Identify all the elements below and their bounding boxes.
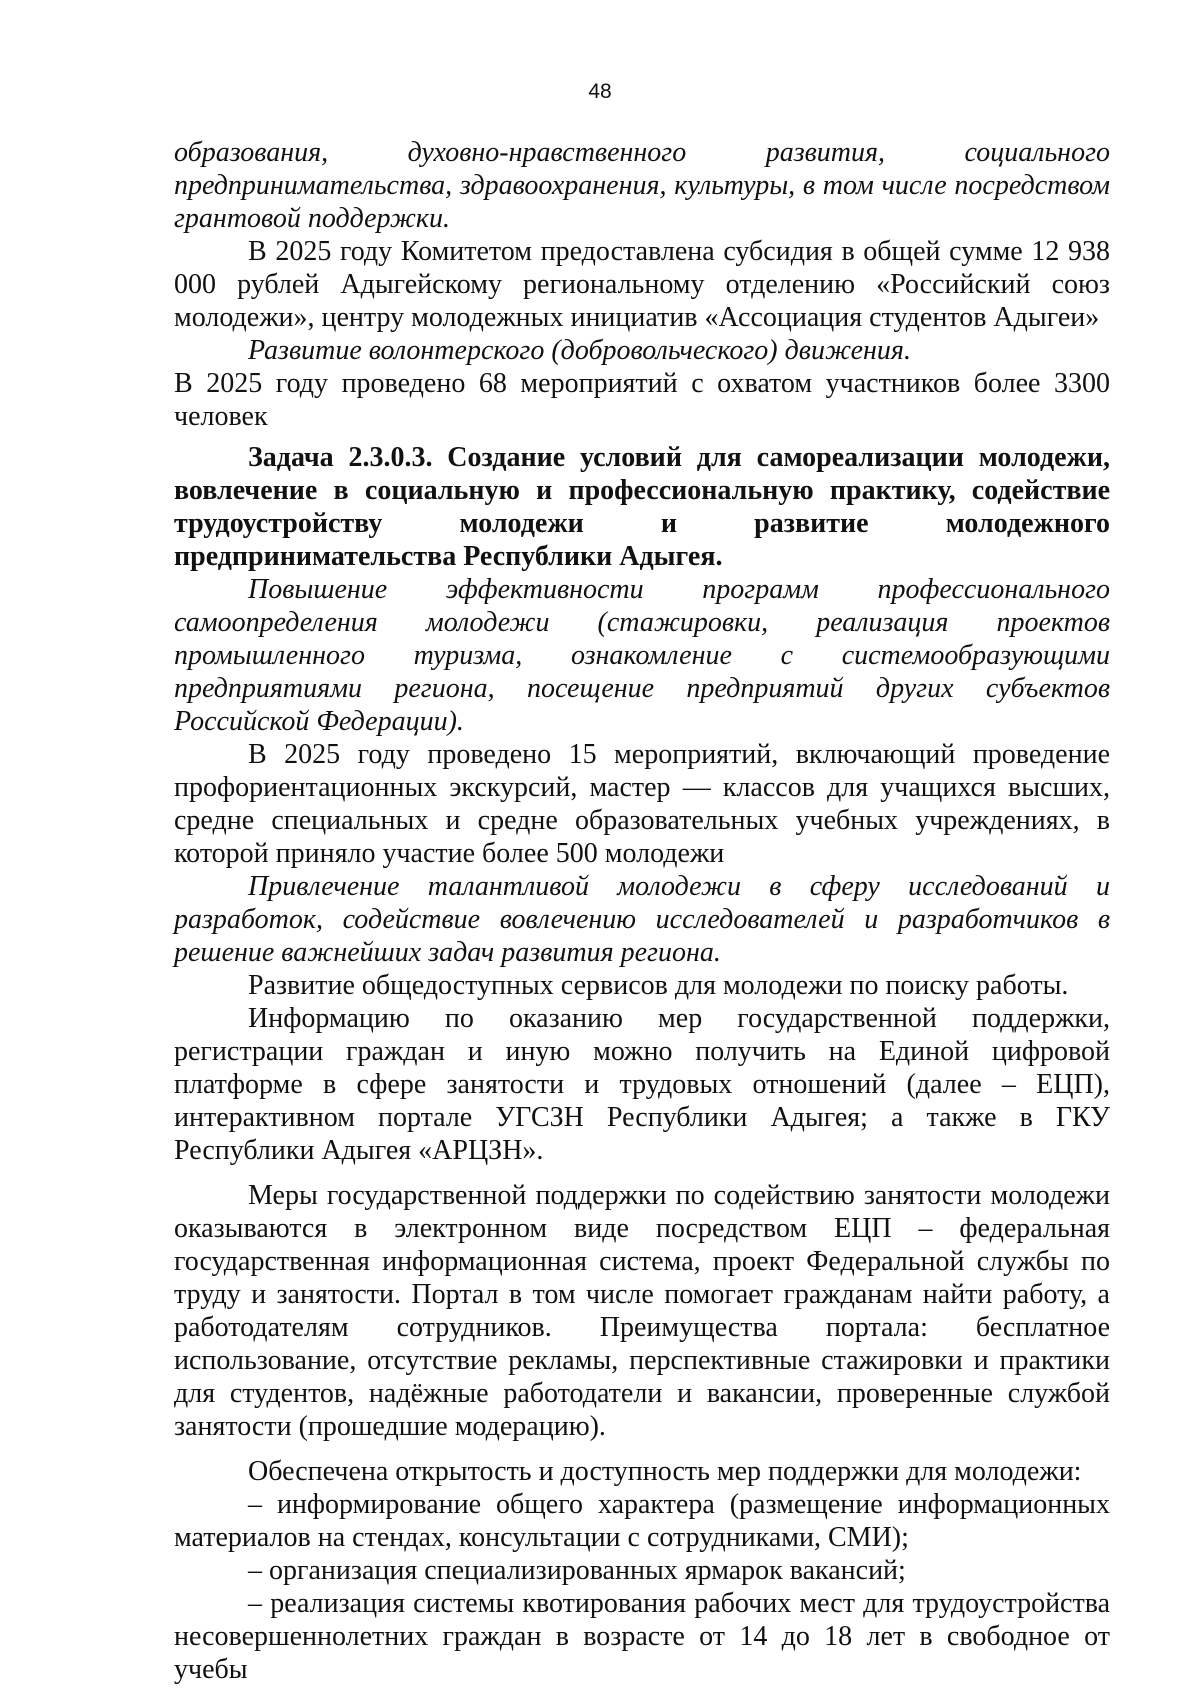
task-heading: Задача 2.3.0.3. Создание условий для самореализации молодежи, вовлечение в социальную и профессиональную практику, содействие трудоустройству молодежи и развитие молодежного предпринимательства Республики Адыгея. (174, 442, 1110, 572)
paragraph-talent-heading: Привлечение талантливой молодежи в сферу исследований и разработок, содействие вовлечению исследователей и разработчиков в решение важнейших задач развития региона. (174, 871, 1110, 968)
list-item-job-fairs: – организация специализированных ярмарок вакансий; (248, 1555, 906, 1586)
paragraph-grants-continuation: образования, духовно-нравственного развития, социального предпринимательства, здравоохранения, культуры, в том числе посредством грантовой поддержки. (174, 137, 1110, 234)
list-item-quotas: – реализация системы квотирования рабочих мест для трудоустройства несовершеннолетних граждан в возрасте от 14 до 18 лет в свободное от учебы (174, 1588, 1110, 1685)
paragraph-openness: Обеспечена открытость и доступность мер поддержки для молодежи: (248, 1456, 1082, 1487)
paragraph-career-guidance-heading: Повышение эффективности программ профессионального самоопределения молодежи (стажировки, реализация проектов промышленного туризма, ознакомление с системообразующими предприятиями региона, посещение предприятий других субъектов Российской Федерации). (174, 574, 1110, 737)
paragraph-volunteer-events: В 2025 году проведено 68 мероприятий с охватом участников более 3300 человек (174, 368, 1110, 432)
paragraph-volunteer-heading: Развитие волонтерского (добровольческого) движения. (248, 335, 911, 366)
document-body (174, 136, 1110, 1686)
page-number: 48 (588, 80, 612, 103)
paragraph-subsidy-2025: В 2025 году Комитетом предоставлена субсидия в общей сумме 12 938 000 рублей Адыгейскому региональному отделению «Российский союз молодежи», центру молодежных инициатив «Ассоциация студентов Адыгеи» (174, 236, 1110, 333)
list-item-informing: – информирование общего характера (размещение информационных материалов на стендах, консультации с сотрудниками, СМИ); (174, 1489, 1110, 1553)
paragraph-career-events: В 2025 году проведено 15 мероприятий, включающий проведение профориентационных экскурсий, мастер — классов для учащихся высших, средне специальных и средне образовательных учебных учреждениях, в которой приняло участие более 500 молодежи (174, 739, 1110, 869)
paragraph-job-services: Развитие общедоступных сервисов для молодежи по поиску работы. (248, 970, 1069, 1001)
paragraph-ecp-measures: Меры государственной поддержки по содействию занятости молодежи оказываются в электронном виде посредством ЕЦП – федеральная государственная информационная система, проект Федеральной службы по труду и занятости. Портал в том числе помогает гражданам найти работу, а работодателям сотрудников. Преимущества портала: бесплатное использование, отсутствие рекламы, перспективные стажировки и практики для студентов, надёжные работодатели и вакансии, проверенные службой занятости (прошедшие модерацию). (174, 1180, 1110, 1442)
paragraph-info-channels: Информацию по оказанию мер государственной поддержки, регистрации граждан и иную можно получить на Единой цифровой платформе в сфере занятости и трудовых отношений (далее – ЕЦП), интерактивном портале УГСЗН Республики Адыгея; а также в ГКУ Республики Адыгея «АРЦЗН». (174, 1003, 1110, 1166)
